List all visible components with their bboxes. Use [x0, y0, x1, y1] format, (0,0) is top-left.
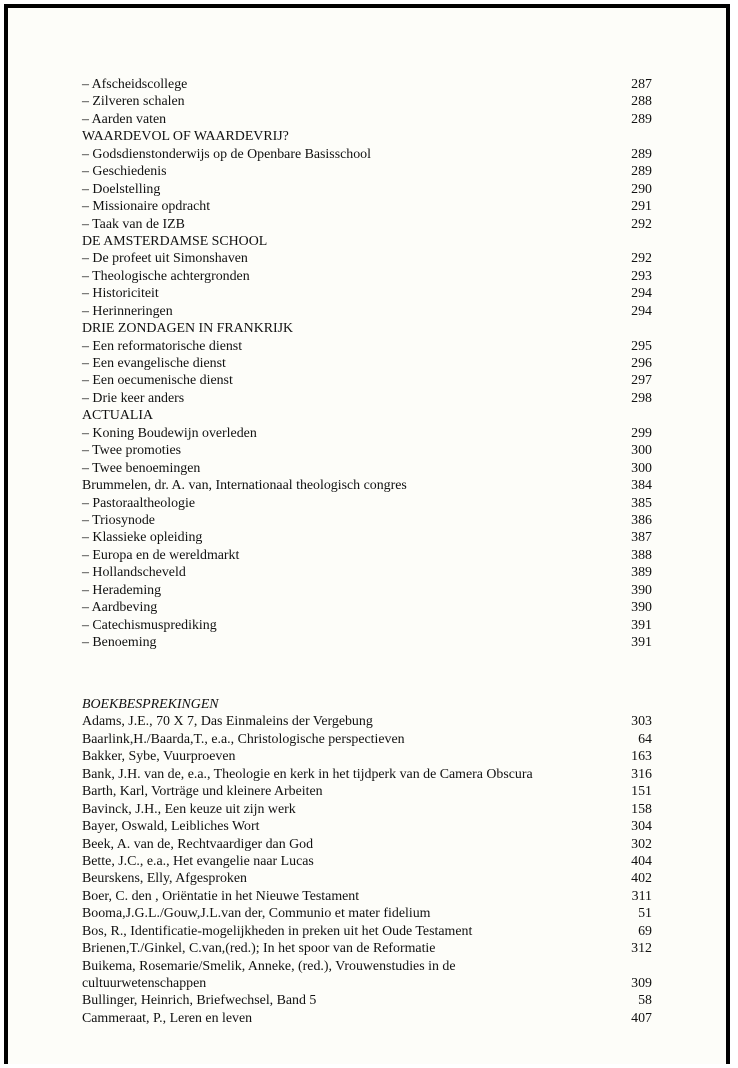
- entry-title: Adams, J.E., 70 X 7, Das Einmaleins der Vergebung: [82, 714, 373, 730]
- index-entry: [82, 888, 652, 905]
- entry-title: Brummelen, dr. A. van, Internationaal theologisch congres: [82, 478, 407, 494]
- index-entry: [82, 582, 652, 599]
- entry-page-number: 294: [631, 303, 652, 319]
- index-entry: [82, 460, 652, 477]
- entry-page-number: 64: [638, 731, 652, 747]
- entry-page-number: 402: [631, 871, 652, 887]
- entry-title: Beurskens, Elly, Afgesproken: [82, 871, 247, 887]
- index-entry: [82, 268, 652, 285]
- entry-title: Bette, J.C., e.a., Het evangelie naar Lucas: [82, 853, 314, 869]
- index-entry: [82, 529, 652, 546]
- entry-title: – Godsdienstonderwijs op de Openbare Basisschool: [82, 146, 371, 162]
- index-entry: [82, 111, 652, 128]
- index-entry: [82, 940, 652, 957]
- entry-title: – Een evangelische dienst: [82, 356, 226, 371]
- index-entry: [82, 870, 652, 887]
- entry-title: Buikema, Rosemarie/Smelik, Anneke, (red.), Vrouwenstudies in de: [82, 958, 456, 974]
- index-entry: [82, 818, 652, 835]
- entry-page-number: 297: [631, 373, 652, 389]
- entry-title: DE AMSTERDAMSE SCHOOL: [82, 233, 268, 249]
- index-entry: [82, 372, 652, 389]
- index-entry: [82, 713, 652, 730]
- entry-page-number: 312: [631, 941, 652, 957]
- entry-title: – Herinneringen: [82, 303, 173, 319]
- entry-page-number: 302: [631, 836, 652, 852]
- entry-title: – Doelstelling: [82, 181, 161, 197]
- index-entry: [82, 547, 652, 564]
- entry-title: – Aardbeving: [82, 600, 158, 616]
- index-entry: [82, 76, 652, 93]
- index-entry: [82, 599, 652, 616]
- entry-title: – Twee benoemingen: [82, 460, 201, 476]
- entry-title: – Missionaire opdracht: [82, 199, 211, 215]
- entry-page-number: 387: [631, 530, 652, 546]
- entry-page-number: 151: [631, 784, 652, 800]
- index-entry: [82, 93, 652, 110]
- entry-page-number: 300: [631, 443, 652, 459]
- index-entry: [82, 390, 652, 407]
- entry-title: – Twee promoties: [82, 443, 182, 459]
- entry-page-number: 300: [631, 460, 652, 476]
- index-entry: [82, 495, 652, 512]
- entry-page-number: 391: [631, 617, 652, 633]
- index-entry: [82, 163, 652, 180]
- index-entry: [82, 216, 652, 233]
- entry-page-number: 292: [631, 216, 652, 232]
- index-entry: [82, 975, 652, 992]
- entry-page-number: 296: [631, 356, 652, 371]
- entry-title: – Triosynode: [82, 512, 155, 528]
- entry-title: – Catechismusprediking: [82, 617, 217, 633]
- entry-title: – Taak van de IZB: [82, 216, 185, 232]
- entry-page-number: 391: [631, 635, 652, 650]
- index-entry: [82, 783, 652, 800]
- entry-title: – Pastoraaltheologie: [82, 495, 196, 511]
- entry-page-number: 407: [631, 1010, 652, 1026]
- entry-page-number: 311: [631, 888, 652, 904]
- entry-page-number: 290: [631, 181, 652, 197]
- entry-page-number: 292: [631, 251, 652, 267]
- entry-page-number: 288: [631, 94, 652, 110]
- entry-title: Bos, R., Identificatie-mogelijkheden in preken uit het Oude Testament: [82, 923, 473, 939]
- entry-title: DRIE ZONDAGEN IN FRANKRIJK: [82, 321, 294, 337]
- section-heading: [82, 696, 652, 713]
- entry-page-number: 303: [631, 714, 652, 730]
- entry-page-number: 389: [631, 565, 652, 581]
- entry-title: Boer, C. den , Oriëntatie in het Nieuwe Testament: [82, 888, 360, 904]
- document-page: [4, 4, 730, 1064]
- index-entry: [82, 425, 652, 442]
- entry-title: – Klassieke opleiding: [82, 530, 203, 546]
- entry-page-number: 390: [631, 600, 652, 616]
- entry-title: – Theologische achtergronden: [82, 268, 250, 284]
- entry-page-number: 309: [631, 976, 652, 991]
- index-entry: [82, 766, 652, 783]
- index-entry: [82, 233, 652, 250]
- index-entry: [82, 1010, 652, 1027]
- index-entry: [82, 198, 652, 215]
- index-section-book-reviews: [82, 696, 652, 1027]
- index-entry: [82, 564, 652, 581]
- entry-page-number: 287: [631, 77, 652, 92]
- index-entry: [82, 512, 652, 529]
- index-entry: [82, 731, 652, 748]
- entry-page-number: 299: [631, 425, 652, 441]
- entry-title: – Afscheidscollege: [82, 77, 188, 92]
- entry-title: Bank, J.H. van de, e.a., Theologie en kerk in het tijdperk van de Camera Obscura: [82, 766, 533, 782]
- entry-title: Beek, A. van de, Rechtvaardiger dan God: [82, 836, 314, 852]
- entry-title: Booma,J.G.L./Gouw,J.L.van der, Communio et mater fidelium: [82, 906, 431, 922]
- entry-title: – Een reformatorische dienst: [82, 338, 243, 354]
- entry-title: Bavinck, J.H., Een keuze uit zijn werk: [82, 801, 296, 817]
- index-entry: [82, 303, 652, 320]
- entry-page-number: 289: [631, 111, 652, 127]
- index-entry: [82, 477, 652, 494]
- entry-page-number: 404: [631, 853, 652, 869]
- index-entry: [82, 958, 652, 975]
- entry-title: – Herademing: [82, 582, 162, 598]
- index-entry: [82, 355, 652, 372]
- entry-page-number: 390: [631, 582, 652, 598]
- entry-title: Brienen,T./Ginkel, C.van,(red.); In het spoor van de Reformatie: [82, 941, 436, 957]
- entry-page-number: 69: [638, 923, 652, 939]
- entry-title: Cammeraat, P., Leren en leven: [82, 1010, 253, 1026]
- entry-page-number: 163: [631, 749, 652, 765]
- index-entry: [82, 146, 652, 163]
- index-entry: [82, 250, 652, 267]
- entry-page-number: 384: [631, 478, 652, 494]
- entry-page-number: 388: [631, 547, 652, 563]
- entry-page-number: 289: [631, 164, 652, 180]
- entry-title: WAARDEVOL OF WAARDEVRIJ?: [82, 129, 289, 145]
- entry-title: – Europa en de wereldmarkt: [82, 547, 240, 563]
- entry-page-number: 51: [638, 906, 652, 922]
- entry-title: – Benoeming: [82, 635, 157, 650]
- index-entry: [82, 748, 652, 765]
- index-entry: [82, 801, 652, 818]
- entry-page-number: 291: [631, 199, 652, 215]
- entry-page-number: 385: [631, 495, 652, 511]
- index-entry: [82, 128, 652, 145]
- index-entry: [82, 905, 652, 922]
- entry-title: – Een oecumenische dienst: [82, 373, 233, 389]
- index-entry: [82, 181, 652, 198]
- index-entry: [82, 320, 652, 337]
- index-entry: [82, 634, 652, 651]
- entry-title: Bayer, Oswald, Leibliches Wort: [82, 819, 260, 835]
- entry-title: – Koning Boudewijn overleden: [82, 425, 257, 441]
- entry-page-number: 316: [631, 766, 652, 782]
- entry-page-number: 58: [638, 993, 652, 1009]
- entry-page-number: 298: [631, 390, 652, 406]
- entry-title: cultuurwetenschappen: [82, 976, 207, 991]
- entry-title: Bullinger, Heinrich, Briefwechsel, Band 5: [82, 993, 317, 1009]
- index-entry: [82, 338, 652, 355]
- entry-title: – Hollandscheveld: [82, 565, 186, 581]
- index-entry: [82, 836, 652, 853]
- entry-page-number: 304: [631, 819, 652, 835]
- index-entry: [82, 442, 652, 459]
- entry-title: – De profeet uit Simonshaven: [82, 251, 248, 267]
- entry-title: – Aarden vaten: [82, 111, 167, 127]
- entry-page-number: 158: [631, 801, 652, 817]
- entry-page-number: 293: [631, 268, 652, 284]
- entry-page-number: 294: [631, 286, 652, 302]
- entry-page-number: 289: [631, 146, 652, 162]
- entry-page-number: 295: [631, 338, 652, 354]
- index-section-articles: [82, 76, 652, 651]
- index-entry: [82, 853, 652, 870]
- entry-title: – Zilveren schalen: [82, 94, 185, 110]
- entry-title: – Drie keer anders: [82, 390, 185, 406]
- index-entry: [82, 617, 652, 634]
- entry-title: Baarlink,H./Baarda,T., e.a., Christologische perspectieven: [82, 731, 405, 747]
- index-entry: [82, 923, 652, 940]
- section-heading-text: BOEKBESPREKINGEN: [82, 697, 219, 712]
- index-entry: [82, 285, 652, 302]
- entry-title: Bakker, Sybe, Vuurproeven: [82, 749, 236, 765]
- entry-page-number: 386: [631, 512, 652, 528]
- entry-title: ACTUALIA: [82, 408, 153, 424]
- entry-title: Barth, Karl, Vorträge und kleinere Arbeiten: [82, 784, 323, 800]
- index-entry: [82, 992, 652, 1009]
- entry-title: – Historiciteit: [82, 286, 159, 302]
- entry-title: – Geschiedenis: [82, 164, 167, 180]
- index-entry: [82, 407, 652, 424]
